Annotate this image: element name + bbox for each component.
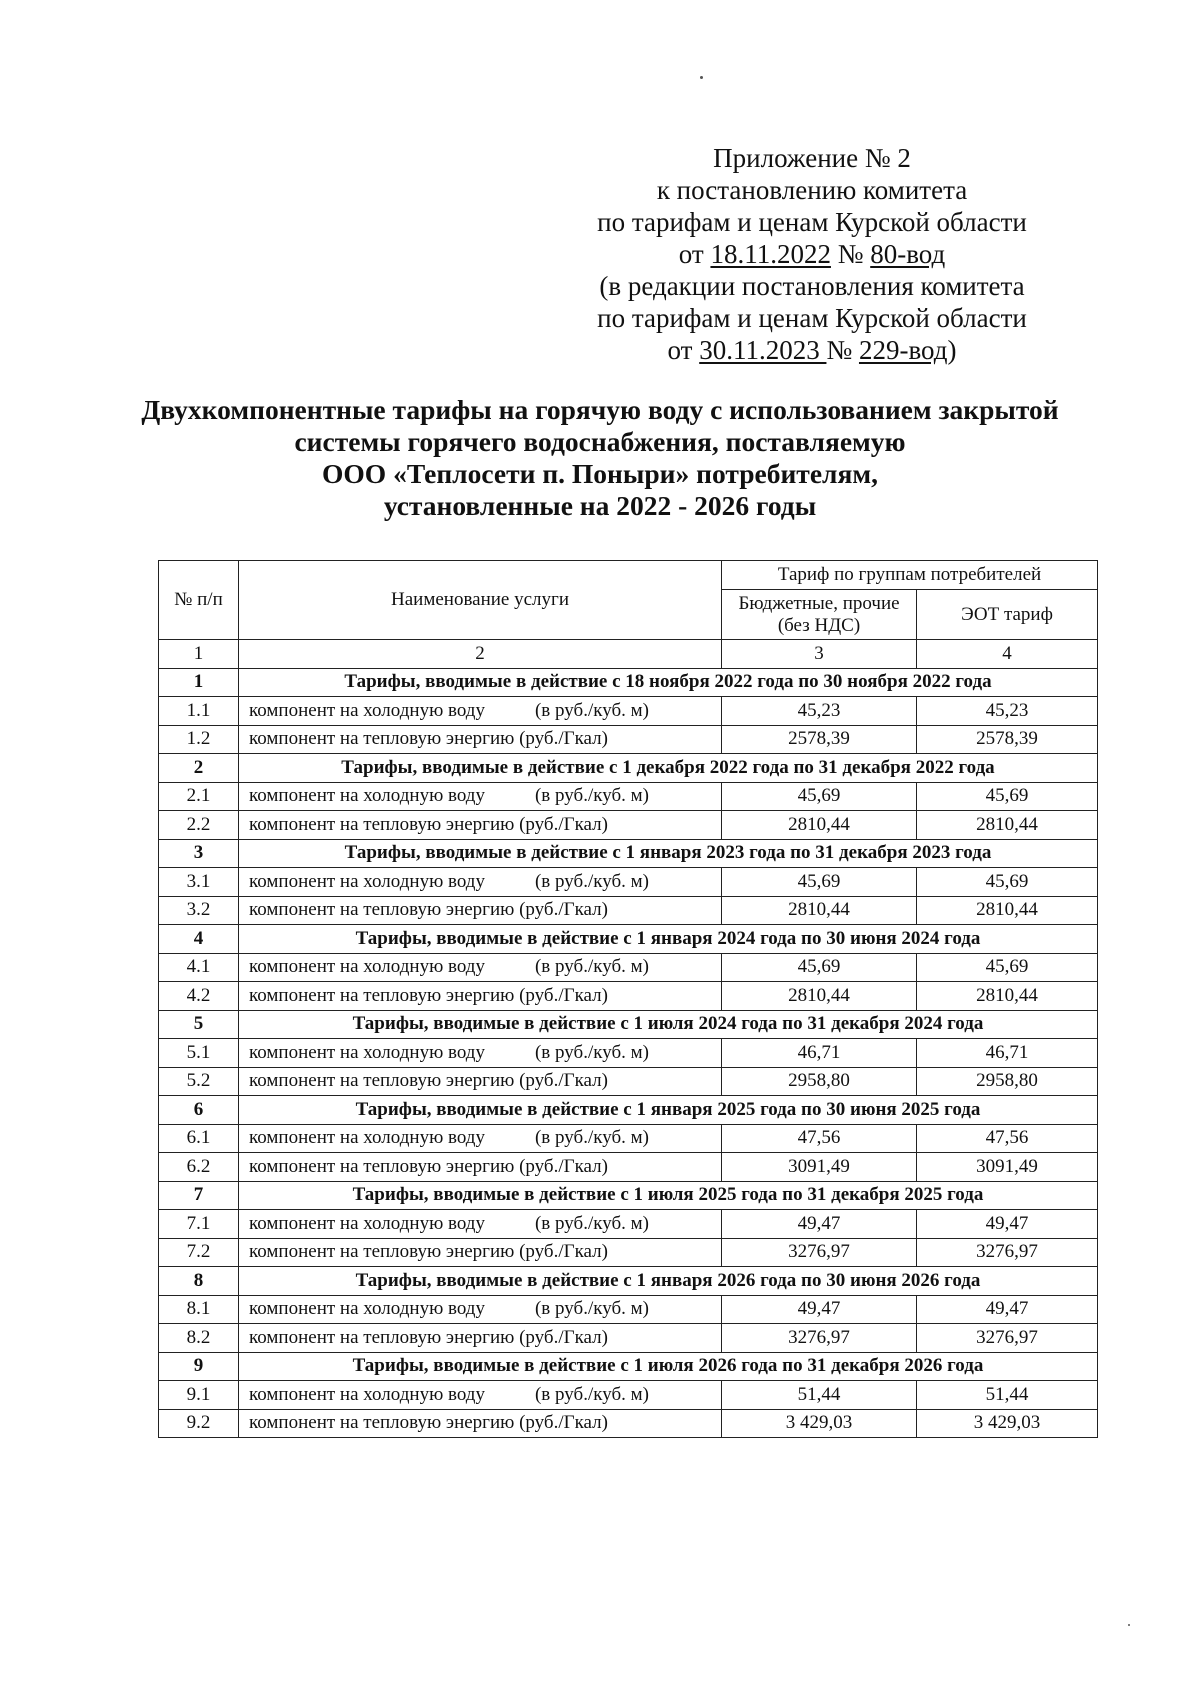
- decree-number: 229-вод: [858, 335, 948, 365]
- table-row: [159, 982, 1098, 1011]
- service-name: компонент на тепловую энергию (руб./Гкал): [249, 728, 608, 750]
- tariff-eot: 3276,97: [917, 1238, 1098, 1267]
- table-row: [159, 1409, 1098, 1438]
- service-name: компонент на тепловую энергию (руб./Гкал): [249, 984, 608, 1006]
- table-row: [159, 782, 1098, 811]
- title-line: установленные на 2022 - 2026 годы: [383, 490, 817, 521]
- tariff-budget: 45,69: [722, 782, 917, 811]
- row-number: 8.1: [159, 1295, 239, 1324]
- header-budget: Бюджетные, прочие (без НДС): [722, 590, 917, 640]
- service-name: компонент на тепловую энергию (руб./Гкал): [249, 1155, 608, 1177]
- service-unit: (в руб./куб. м): [534, 1383, 649, 1405]
- table-row: [159, 896, 1098, 925]
- row-number: 6.1: [159, 1124, 239, 1153]
- service-name: компонент на холодную воду: [249, 699, 485, 721]
- tariff-budget: 3091,49: [722, 1153, 917, 1182]
- service-name: компонент на холодную воду: [249, 1212, 485, 1234]
- service-name: компонент на холодную воду: [249, 1127, 485, 1149]
- tariff-eot: 49,47: [917, 1210, 1098, 1239]
- header-group: Тариф по группам потребителей: [722, 561, 1098, 590]
- tariff-eot: 3 429,03: [917, 1409, 1098, 1438]
- service-name-cell: [239, 1124, 722, 1153]
- table-row: [159, 953, 1098, 982]
- table-row: [159, 1295, 1098, 1324]
- service-name-cell: [239, 1324, 722, 1353]
- table-row: [159, 868, 1098, 897]
- row-number: 7.2: [159, 1238, 239, 1267]
- row-number: 9.1: [159, 1381, 239, 1410]
- service-name-cell: [239, 1295, 722, 1324]
- tariff-budget: 2958,80: [722, 1067, 917, 1096]
- tariff-budget: 3276,97: [722, 1324, 917, 1353]
- row-number: 3.2: [159, 896, 239, 925]
- service-name-cell: [239, 982, 722, 1011]
- row-number: 1.1: [159, 697, 239, 726]
- service-unit: (в руб./куб. м): [534, 1212, 649, 1234]
- tariff-budget: 3276,97: [722, 1238, 917, 1267]
- service-name: компонент на тепловую энергию (руб./Гкал): [249, 813, 608, 835]
- period-row: [159, 925, 1098, 954]
- scan-speck: [1128, 1624, 1130, 1626]
- period-number: 7: [159, 1181, 239, 1210]
- period-number: 6: [159, 1096, 239, 1125]
- service-name: компонент на тепловую энергию (руб./Гкал): [249, 1326, 608, 1348]
- tariff-eot: 45,23: [917, 697, 1098, 726]
- column-number: 1: [159, 640, 239, 669]
- table-row: [159, 725, 1098, 754]
- tariff-eot: 45,69: [917, 953, 1098, 982]
- decree-date: 18.11.2022: [710, 239, 831, 269]
- tariff-budget: 47,56: [722, 1124, 917, 1153]
- header-service: Наименование услуги: [239, 561, 722, 640]
- table-row: [159, 1153, 1098, 1182]
- service-name: компонент на тепловую энергию (руб./Гкал): [249, 1412, 608, 1434]
- table-row: [159, 811, 1098, 840]
- row-number: 8.2: [159, 1324, 239, 1353]
- table-row: [159, 1381, 1098, 1410]
- row-number: 2.2: [159, 811, 239, 840]
- tariff-budget: 45,69: [722, 868, 917, 897]
- row-number: 5.1: [159, 1039, 239, 1068]
- service-name: компонент на холодную воду: [249, 1383, 485, 1405]
- period-title: Тарифы, вводимые в действие с 1 января 2026 года по 30 июня 2026 года: [239, 1267, 1098, 1296]
- period-row: [159, 668, 1098, 697]
- period-title: Тарифы, вводимые в действие с 1 июля 2024 года по 31 декабря 2024 года: [239, 1010, 1098, 1039]
- period-row: [159, 1010, 1098, 1039]
- decree-number: 80-вод: [870, 239, 946, 269]
- row-number: 9.2: [159, 1409, 239, 1438]
- service-name-cell: [239, 1238, 722, 1267]
- column-number: 4: [917, 640, 1098, 669]
- title-line: системы горячего водоснабжения, поставляемую: [294, 426, 906, 457]
- tariff-eot: 2810,44: [917, 811, 1098, 840]
- tariff-eot: 45,69: [917, 782, 1098, 811]
- period-number: 9: [159, 1352, 239, 1381]
- table-row: [159, 1324, 1098, 1353]
- service-unit: (в руб./куб. м): [534, 699, 649, 721]
- title-line: ООО «Теплосети п. Поныри» потребителям,: [322, 458, 878, 489]
- decree-number-sign: №: [826, 335, 859, 365]
- tariff-budget: 49,47: [722, 1295, 917, 1324]
- period-title: Тарифы, вводимые в действие с 1 января 2025 года по 30 июня 2025 года: [239, 1096, 1098, 1125]
- service-name: компонент на тепловую энергию (руб./Гкал): [249, 1241, 608, 1263]
- tariff-eot: 2958,80: [917, 1067, 1098, 1096]
- period-title: Тарифы, вводимые в действие с 1 июля 2026 года по 31 декабря 2026 года: [239, 1352, 1098, 1381]
- tariff-budget: 2810,44: [722, 896, 917, 925]
- service-name: компонент на тепловую энергию (руб./Гкал): [249, 1070, 608, 1092]
- header-num: № п/п: [159, 561, 239, 640]
- annex-line: Приложение № 2: [713, 143, 911, 173]
- row-number: 5.2: [159, 1067, 239, 1096]
- title-line: Двухкомпонентные тарифы на горячую воду с использованием закрытой: [141, 394, 1059, 425]
- tariff-eot: 49,47: [917, 1295, 1098, 1324]
- row-number: 4.1: [159, 953, 239, 982]
- row-number: 6.2: [159, 1153, 239, 1182]
- tariff-budget: 3 429,03: [722, 1409, 917, 1438]
- tariff-budget: 51,44: [722, 1381, 917, 1410]
- period-row: [159, 1352, 1098, 1381]
- service-unit: (в руб./куб. м): [534, 1041, 649, 1063]
- decree-reference: [552, 238, 1072, 270]
- scan-speck: [700, 76, 703, 79]
- tariff-budget: 45,69: [722, 953, 917, 982]
- period-title: Тарифы, вводимые в действие с 1 января 2024 года по 30 июня 2024 года: [239, 925, 1098, 954]
- service-name-cell: [239, 697, 722, 726]
- tariff-eot: 2578,39: [917, 725, 1098, 754]
- row-number: 2.1: [159, 782, 239, 811]
- column-number: 2: [239, 640, 722, 669]
- table-row: [159, 1039, 1098, 1068]
- amending-decree-reference: [552, 334, 1072, 366]
- table-row: [159, 1067, 1098, 1096]
- period-number: 2: [159, 754, 239, 783]
- table-row: [159, 1238, 1098, 1267]
- tariff-eot: 47,56: [917, 1124, 1098, 1153]
- service-name-cell: [239, 868, 722, 897]
- service-name-cell: [239, 1381, 722, 1410]
- service-unit: (в руб./куб. м): [534, 956, 649, 978]
- period-row: [159, 1096, 1098, 1125]
- period-number: 3: [159, 839, 239, 868]
- service-name-cell: [239, 1210, 722, 1239]
- service-name-cell: [239, 1409, 722, 1438]
- decree-prefix: от: [667, 335, 700, 365]
- service-name-cell: [239, 1067, 722, 1096]
- header-row: [159, 561, 1098, 590]
- period-row: [159, 754, 1098, 783]
- row-number: 7.1: [159, 1210, 239, 1239]
- tariff-budget: 2810,44: [722, 982, 917, 1011]
- period-row: [159, 1181, 1098, 1210]
- service-name-cell: [239, 896, 722, 925]
- column-number: 3: [722, 640, 917, 669]
- tariff-budget: 46,71: [722, 1039, 917, 1068]
- edition-line: по тарифам и ценам Курской области: [597, 303, 1027, 333]
- period-title: Тарифы, вводимые в действие с 18 ноября 2022 года по 30 ноября 2022 года: [239, 668, 1098, 697]
- service-unit: (в руб./куб. м): [534, 1127, 649, 1149]
- service-name: компонент на холодную воду: [249, 1298, 485, 1320]
- column-number-row: [159, 640, 1098, 669]
- period-number: 8: [159, 1267, 239, 1296]
- table-row: [159, 1210, 1098, 1239]
- tariff-eot: 3276,97: [917, 1324, 1098, 1353]
- header-eot: ЭОТ тариф: [917, 590, 1098, 640]
- service-name-cell: [239, 953, 722, 982]
- closing-paren: ): [947, 335, 957, 365]
- tariff-budget: 2578,39: [722, 725, 917, 754]
- tariff-eot: 45,69: [917, 868, 1098, 897]
- service-name: компонент на тепловую энергию (руб./Гкал): [249, 899, 608, 921]
- service-name: компонент на холодную воду: [249, 870, 485, 892]
- row-number: 3.1: [159, 868, 239, 897]
- tariff-eot: 46,71: [917, 1039, 1098, 1068]
- service-name-cell: [239, 782, 722, 811]
- service-name-cell: [239, 811, 722, 840]
- service-name-cell: [239, 1153, 722, 1182]
- period-title: Тарифы, вводимые в действие с 1 июля 2025 года по 31 декабря 2025 года: [239, 1181, 1098, 1210]
- service-unit: (в руб./куб. м): [534, 785, 649, 807]
- period-row: [159, 839, 1098, 868]
- decree-number-sign: №: [830, 239, 871, 269]
- period-number: 5: [159, 1010, 239, 1039]
- tariff-table-body: [159, 561, 1098, 1438]
- period-number: 1: [159, 668, 239, 697]
- period-title: Тарифы, вводимые в действие с 1 января 2023 года по 31 декабря 2023 года: [239, 839, 1098, 868]
- service-name-cell: [239, 1039, 722, 1068]
- service-name: компонент на холодную воду: [249, 956, 485, 978]
- service-name-cell: [239, 725, 722, 754]
- period-row: [159, 1267, 1098, 1296]
- annex-line: к постановлению комитета: [656, 175, 968, 205]
- tariff-budget: 2810,44: [722, 811, 917, 840]
- period-title: Тарифы, вводимые в действие с 1 декабря 2022 года по 31 декабря 2022 года: [239, 754, 1098, 783]
- service-name: компонент на холодную воду: [249, 785, 485, 807]
- tariff-eot: 2810,44: [917, 896, 1098, 925]
- row-number: 1.2: [159, 725, 239, 754]
- annex-line: по тарифам и ценам Курской области: [597, 207, 1027, 237]
- edition-line: (в редакции постановления комитета: [599, 271, 1025, 301]
- period-number: 4: [159, 925, 239, 954]
- decree-date: 30.11.2023: [699, 335, 827, 365]
- decree-prefix: от: [678, 239, 711, 269]
- tariff-eot: 3091,49: [917, 1153, 1098, 1182]
- row-number: 4.2: [159, 982, 239, 1011]
- tariff-table: [158, 560, 1098, 1438]
- service-name: компонент на холодную воду: [249, 1041, 485, 1063]
- tariff-budget: 49,47: [722, 1210, 917, 1239]
- document-title: [80, 394, 1120, 522]
- table-row: [159, 1124, 1098, 1153]
- annex-header: [552, 142, 1072, 366]
- tariff-budget: 45,23: [722, 697, 917, 726]
- service-unit: (в руб./куб. м): [534, 1298, 649, 1320]
- service-unit: (в руб./куб. м): [534, 870, 649, 892]
- tariff-eot: 51,44: [917, 1381, 1098, 1410]
- tariff-eot: 2810,44: [917, 982, 1098, 1011]
- table-row: [159, 697, 1098, 726]
